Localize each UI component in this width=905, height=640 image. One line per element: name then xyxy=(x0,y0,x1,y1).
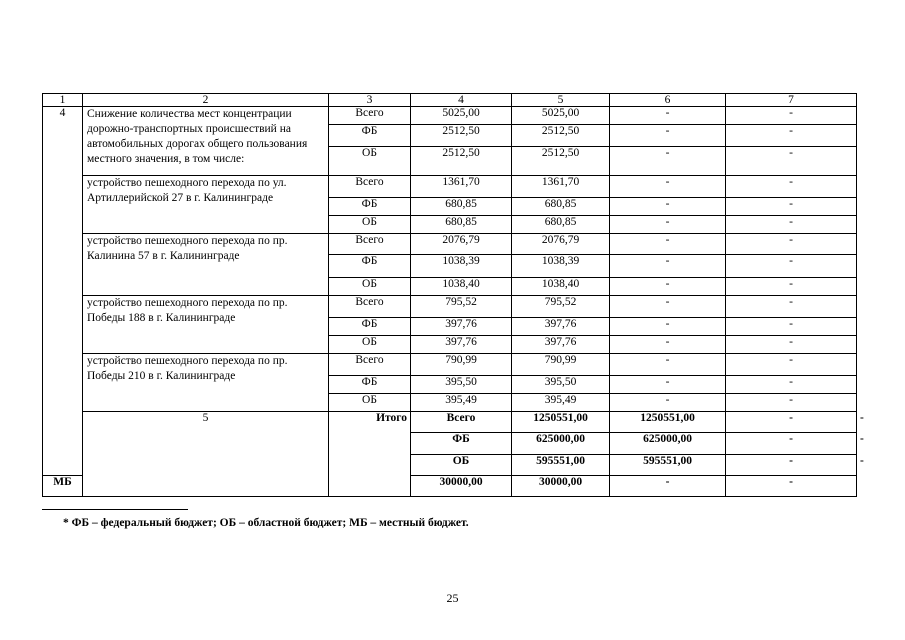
header-cell: 4 xyxy=(411,94,512,107)
value-cell: 795,52 xyxy=(512,296,610,318)
table-row xyxy=(43,296,857,318)
value-cell: 2512,50 xyxy=(411,147,512,176)
value-cell: 1038,40 xyxy=(512,278,610,296)
header-row xyxy=(43,94,857,107)
value-cell: 2076,79 xyxy=(411,234,512,255)
source-cell: ОБ xyxy=(329,336,411,354)
value-cell: 790,99 xyxy=(512,354,610,376)
table-row: 5 Итого Всего 1250551,00 1250551,00 - - xyxy=(43,412,857,433)
value-cell: 2076,79 xyxy=(512,234,610,255)
value-cell: 595551,00 xyxy=(512,455,610,476)
value-cell: - xyxy=(726,336,857,354)
value-cell: - xyxy=(726,234,857,255)
table-row xyxy=(43,354,857,376)
value-cell: - xyxy=(610,216,726,234)
value-cell: - xyxy=(726,394,857,412)
value-cell: - xyxy=(610,296,726,318)
table-row: ФБ 625000,00 625000,00 - - xyxy=(43,433,857,455)
source-cell: Всего xyxy=(329,176,411,198)
source-cell: МБ xyxy=(43,476,83,497)
total-label: Итого xyxy=(329,412,411,497)
source-cell: ОБ xyxy=(329,394,411,412)
value-cell: - xyxy=(610,234,726,255)
header-cell: 5 xyxy=(512,94,610,107)
value-cell: - xyxy=(726,476,857,497)
header-cell: 3 xyxy=(329,94,411,107)
source-cell: ОБ xyxy=(329,216,411,234)
value-cell: - xyxy=(610,125,726,147)
value-cell: 2512,50 xyxy=(512,147,610,176)
header-cell: 6 xyxy=(610,94,726,107)
source-cell: ФБ xyxy=(329,318,411,336)
source-cell: ФБ xyxy=(329,376,411,394)
source-cell: ОБ xyxy=(411,455,512,476)
value-cell: 680,85 xyxy=(411,198,512,216)
footnote-divider xyxy=(42,509,188,510)
value-cell: - xyxy=(726,278,857,296)
value-cell: - xyxy=(726,455,857,476)
value-cell: - xyxy=(726,354,857,376)
value-cell: 795,52 xyxy=(411,296,512,318)
value-cell: - xyxy=(726,296,857,318)
source-cell: ОБ xyxy=(329,147,411,176)
header-cell: 7 xyxy=(726,94,857,107)
table-row xyxy=(43,176,857,198)
source-cell: Всего xyxy=(329,296,411,318)
source-cell: ФБ xyxy=(411,433,512,455)
row-title: Снижение количества мест концентрации дорожно-транспортных происшествий на автомобильных дорогах общего пользования местного значения, в том числе: xyxy=(83,107,329,176)
value-cell: - xyxy=(726,176,857,198)
source-cell: ФБ xyxy=(329,198,411,216)
value-cell: 595551,00 xyxy=(610,455,726,476)
value-cell: 2512,50 xyxy=(411,125,512,147)
value-cell: 395,50 xyxy=(411,376,512,394)
value-cell: 1250551,00 xyxy=(512,412,610,433)
value-cell: 625000,00 xyxy=(512,433,610,455)
value-cell: 1361,70 xyxy=(411,176,512,198)
group-title: устройство пешеходного перехода по пр. Калинина 57 в г. Калининграде xyxy=(83,234,329,296)
header-cell: 1 xyxy=(43,94,83,107)
value-cell: - xyxy=(726,376,857,394)
group-title: устройство пешеходного перехода по пр. Победы 188 в г. Калининграде xyxy=(83,296,329,354)
value-cell: - xyxy=(610,176,726,198)
value-cell: 1038,40 xyxy=(411,278,512,296)
value-cell: 397,76 xyxy=(411,336,512,354)
value-cell: - xyxy=(610,354,726,376)
value-cell: - xyxy=(610,255,726,278)
value-cell: - xyxy=(610,198,726,216)
group-title: устройство пешеходного перехода по ул. Артиллерийской 27 в г. Калининграде xyxy=(83,176,329,234)
value-cell: 397,76 xyxy=(411,318,512,336)
value-cell: 30000,00 xyxy=(512,476,610,497)
value-cell: 5025,00 xyxy=(411,107,512,125)
value-cell: 680,85 xyxy=(411,216,512,234)
value-cell: 1038,39 xyxy=(512,255,610,278)
value-cell: - xyxy=(610,107,726,125)
table-row xyxy=(43,234,857,255)
value-cell: 1361,70 xyxy=(512,176,610,198)
value-cell: - xyxy=(726,318,857,336)
value-cell: 397,76 xyxy=(512,336,610,354)
value-cell: 680,85 xyxy=(512,216,610,234)
value-cell: 1038,39 xyxy=(411,255,512,278)
row-number: 4 xyxy=(43,107,83,476)
value-cell: - xyxy=(726,125,857,147)
value-cell: - xyxy=(726,433,857,455)
value-cell: - xyxy=(726,216,857,234)
budget-table xyxy=(42,93,864,497)
table-row: ОБ 595551,00 595551,00 - - xyxy=(43,455,857,476)
source-cell: Всего xyxy=(329,107,411,125)
value-cell: 5025,00 xyxy=(512,107,610,125)
value-cell: 395,49 xyxy=(411,394,512,412)
value-cell: 395,49 xyxy=(512,394,610,412)
value-cell: - xyxy=(726,107,857,125)
value-cell: 790,99 xyxy=(411,354,512,376)
header-cell: 2 xyxy=(83,94,329,107)
source-cell: ФБ xyxy=(329,255,411,278)
source-cell: Всего xyxy=(329,234,411,255)
group-title: устройство пешеходного перехода по пр. Победы 210 в г. Калининграде xyxy=(83,354,329,412)
value-cell: - xyxy=(610,336,726,354)
row-number: 5 xyxy=(83,412,329,497)
value-cell: - xyxy=(610,394,726,412)
value-cell: 680,85 xyxy=(512,198,610,216)
value-cell: - xyxy=(610,476,726,497)
footnote: * ФБ – федеральный бюджет; ОБ – областной бюджет; МБ – местный бюджет. xyxy=(63,517,469,529)
table-row xyxy=(43,107,857,125)
value-cell: 2512,50 xyxy=(512,125,610,147)
value-cell: 1250551,00 xyxy=(610,412,726,433)
value-cell: 395,50 xyxy=(512,376,610,394)
value-cell: - xyxy=(610,376,726,394)
value-cell: - xyxy=(726,255,857,278)
value-cell: 397,76 xyxy=(512,318,610,336)
value-cell: - xyxy=(726,412,857,433)
value-cell: 625000,00 xyxy=(610,433,726,455)
value-cell: - xyxy=(610,278,726,296)
value-cell: - xyxy=(610,318,726,336)
value-cell: 30000,00 xyxy=(411,476,512,497)
source-cell: Всего xyxy=(329,354,411,376)
page-number: 25 xyxy=(446,591,459,605)
source-cell: ОБ xyxy=(329,278,411,296)
value-cell: - xyxy=(726,147,857,176)
value-cell: - xyxy=(726,198,857,216)
source-cell: ФБ xyxy=(329,125,411,147)
value-cell: - xyxy=(610,147,726,176)
source-cell: Всего xyxy=(411,412,512,433)
